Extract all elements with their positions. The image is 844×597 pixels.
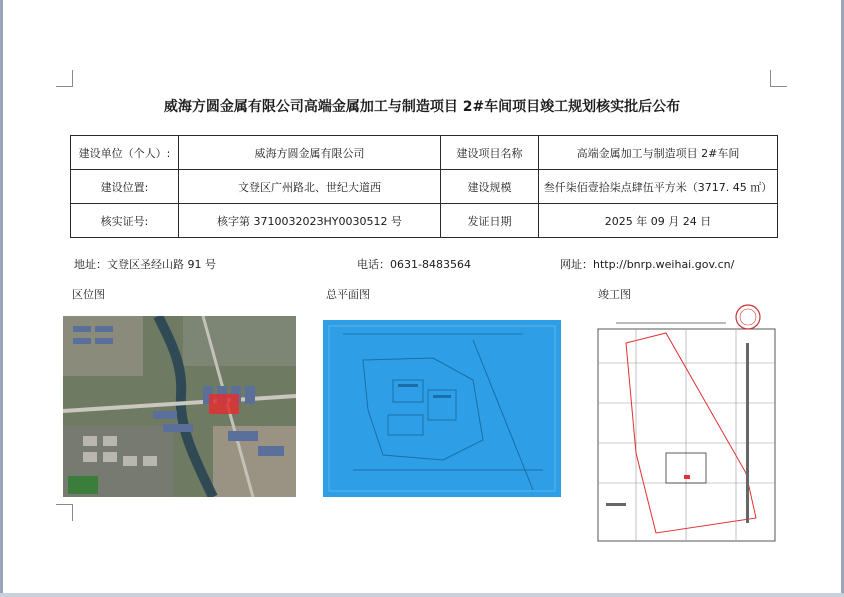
project-info-table bbox=[70, 135, 778, 238]
table-row bbox=[71, 136, 778, 170]
label-issue-date: 发证日期 bbox=[441, 204, 539, 238]
label-completion-map: 竣工图 bbox=[598, 288, 631, 301]
project-site-highlight bbox=[209, 394, 239, 414]
label-certificate-no: 核实证号: bbox=[71, 204, 179, 238]
value-location: 文登区广州路北、世纪大道西 bbox=[179, 170, 441, 204]
table-row bbox=[71, 204, 778, 238]
label-scale: 建设规模 bbox=[441, 170, 539, 204]
label-project-name: 建设项目名称 bbox=[441, 136, 539, 170]
page-corner-mark-top-left bbox=[56, 70, 73, 87]
label-location-map: 区位图 bbox=[72, 288, 105, 301]
contact-website[interactable]: 网址：http://bnrp.weihai.gov.cn/ bbox=[560, 258, 735, 271]
value-issue-date: 2025 年 09 月 24 日 bbox=[539, 204, 778, 238]
location-satellite-image bbox=[63, 316, 296, 497]
window-border-bottom bbox=[0, 593, 844, 597]
contact-phone: 电话：0631-8483564 bbox=[357, 258, 471, 271]
label-location: 建设位置: bbox=[71, 170, 179, 204]
contact-address: 地址：文登区圣经山路 91 号 bbox=[74, 258, 216, 271]
window-border-left bbox=[0, 0, 3, 597]
value-applicant: 威海方圆金属有限公司 bbox=[179, 136, 441, 170]
value-certificate-no: 核字第 371003202ЗНY0030512 号 bbox=[179, 204, 441, 238]
page-corner-mark-bottom-left bbox=[56, 504, 73, 521]
document-title: 威海方圆金属有限公司高端金属加工与制造项目 2#车间项目竣工规划核实批后公布 bbox=[163, 99, 681, 115]
value-project-name: 高端金属加工与制造项目 2#车间 bbox=[539, 136, 778, 170]
table-row bbox=[71, 170, 778, 204]
label-applicant: 建设单位（个人）: bbox=[71, 136, 179, 170]
value-scale: 叁仟柒佰壹拾柒点肆伍平方米（3717. 45 ㎡） bbox=[539, 170, 778, 204]
completion-survey-map-image bbox=[596, 303, 777, 543]
site-plan-image bbox=[323, 320, 561, 497]
page-corner-mark-top-right bbox=[770, 70, 787, 87]
label-site-plan: 总平面图 bbox=[326, 288, 370, 301]
